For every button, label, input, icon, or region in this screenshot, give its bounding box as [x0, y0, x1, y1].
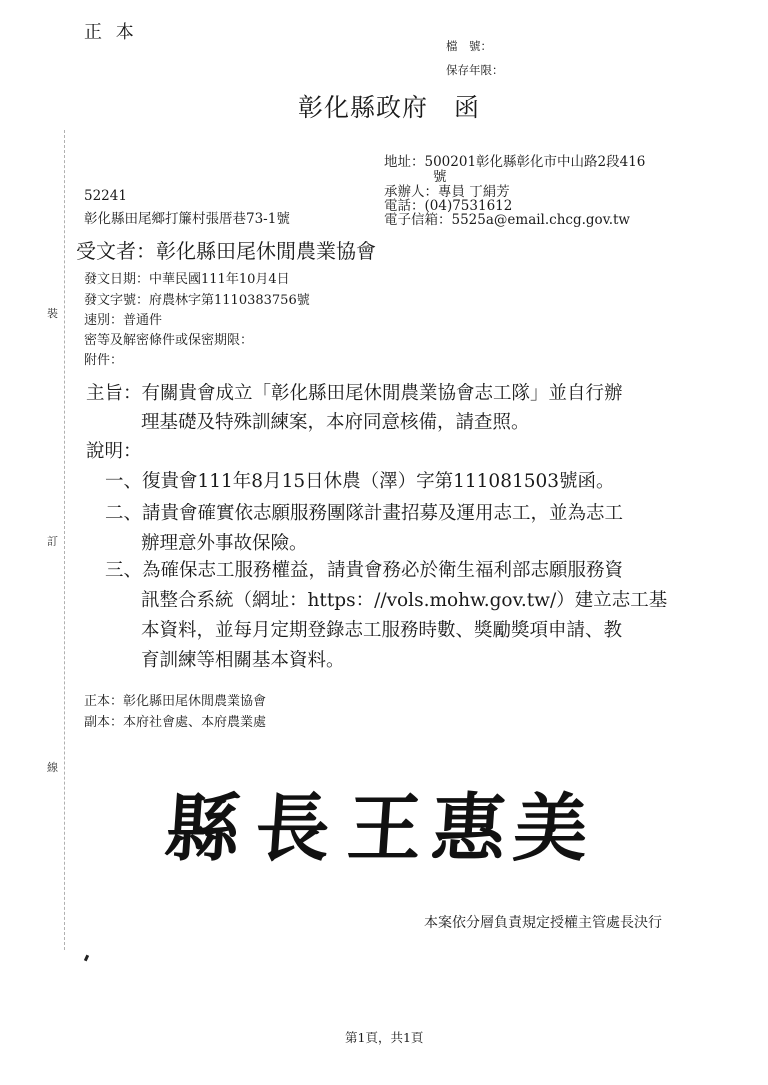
explanation-item-3-cont: 訊整合系統（網址：https：//vols.mohw.gov.tw/）建立志工基: [141, 590, 668, 611]
signature-char: 美: [510, 786, 591, 872]
email-address: 電子信箱：5525a@email.chcg.gov.tw: [384, 212, 630, 228]
issue-number: 發文字號：府農林字第1110383756號: [84, 293, 310, 308]
delivery-speed: 速別：普通件: [84, 313, 163, 328]
delegation-note: 本案依分層負責規定授權主管處長決行: [424, 915, 662, 931]
page-footer: 第1頁，共1頁: [345, 1030, 424, 1045]
subject-line: 主旨：有關貴會成立「彰化縣田尾休閒農業協會志工隊」並自行辦: [86, 383, 623, 404]
ink-mark: [84, 955, 89, 962]
office-address: 地址：500201彰化縣彰化市中山路2段416: [384, 154, 646, 170]
office-address-cont: 號: [433, 169, 447, 185]
file-number-label: 檔 號：: [446, 39, 492, 53]
signature-char: 長: [252, 786, 333, 872]
explanation-item-2-cont: 辦理意外事故保險。: [141, 533, 308, 554]
explanation-item-3: 三、為確保志工服務權益，請貴會務必於衛生福利部志願服務資: [105, 560, 624, 581]
explanation-item-3-cont: 本資料，並每月定期登錄志工服務時數、獎勵獎項申請、教: [141, 620, 623, 641]
binding-line: [64, 130, 65, 950]
explanation-item-2: 二、請貴會確實依志願服務團隊計畫招募及運用志工，並為志工: [105, 503, 624, 524]
issue-date: 發文日期：中華民國111年10月4日: [84, 272, 290, 287]
handler-name: 承辦人：專員 丁絹芳: [384, 184, 510, 200]
explanation-item-1: 一、復貴會111年8月15日休農（澤）字第111081503號函。: [105, 471, 615, 492]
addressee: 受文者：彰化縣田尾休閒農業協會: [76, 239, 376, 263]
phone-number: 電話：(04)7531612: [384, 198, 513, 214]
explanation-item-3-cont: 育訓練等相關基本資料。: [141, 650, 345, 671]
document-title: 彰化縣政府 函: [298, 93, 481, 122]
classification: 密等及解密條件或保密期限：: [84, 333, 254, 348]
subject-line-cont: 理基礎及特殊訓練案，本府同意核備，請查照。: [141, 412, 530, 433]
recipient-postcode: 52241: [84, 188, 127, 204]
attachments: 附件：: [84, 353, 124, 368]
binding-mark-ding: 訂: [47, 535, 58, 548]
binding-mark-zhuang: 裝: [47, 307, 58, 320]
explanation-heading: 說明：: [86, 441, 142, 462]
signature-char: 惠: [428, 786, 509, 872]
original-recipient: 正本：彰化縣田尾休閒農業協會: [84, 694, 267, 709]
copy-type-label: 正 本: [84, 22, 138, 43]
binding-mark-xian: 線: [47, 761, 58, 774]
recipient-address: 彰化縣田尾鄉打簾村張厝巷73-1號: [84, 211, 290, 227]
signature-char: 王: [344, 786, 425, 872]
retention-period-label: 保存年限：: [446, 63, 504, 77]
signature-char: 縣: [162, 786, 243, 872]
copy-recipients: 副本：本府社會處、本府農業處: [84, 715, 267, 730]
